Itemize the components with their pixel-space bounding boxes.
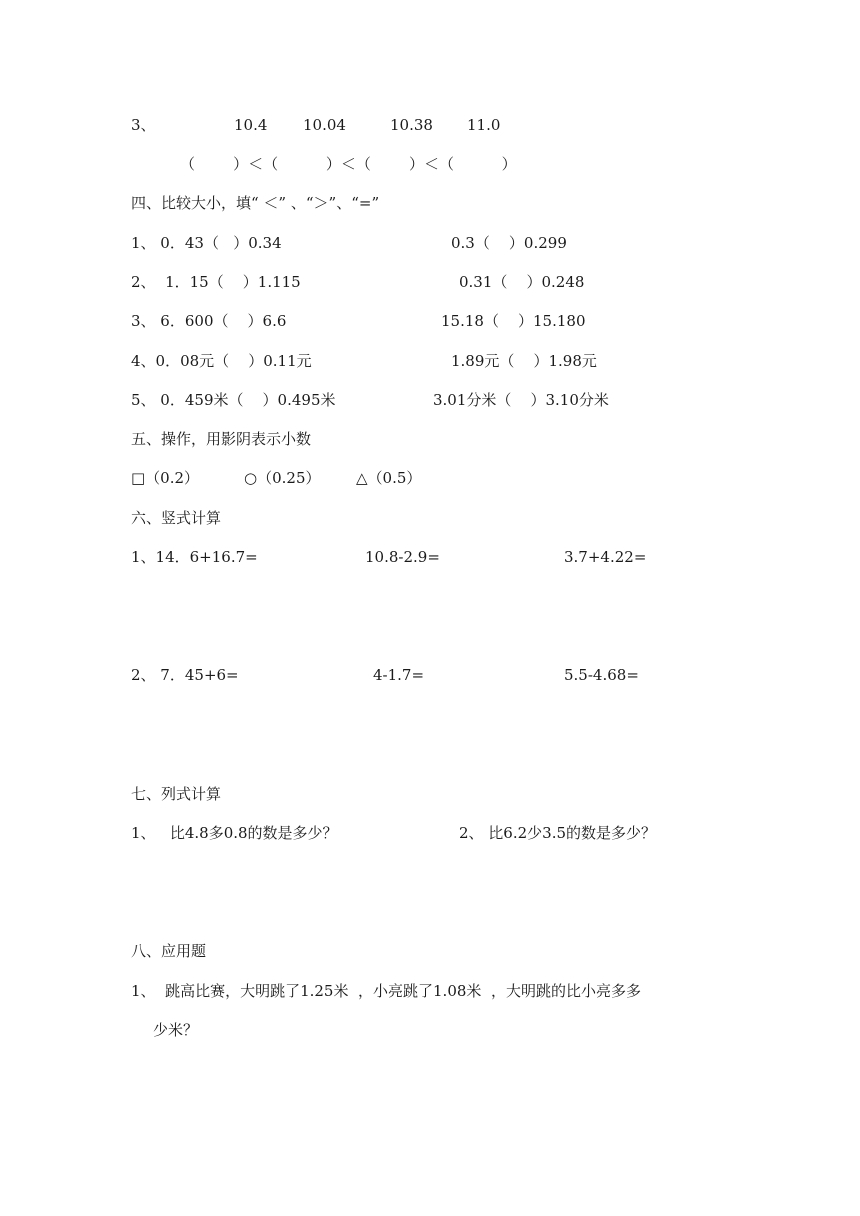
q3-label: 3、 [131,116,156,134]
compare-row1-right: 0.3（ ）0.299 [451,234,567,252]
q3-number-3: 10.38 [390,116,433,134]
word-problem-line1: 1、 跳高比赛，大明跳了1.25米 ，小亮跳了1.08米 ，大明跳的比小亮多多 [131,982,641,1000]
q3-number-1: 10.4 [234,116,268,134]
calc-1-a: 1、14．6+16.7= [131,548,258,566]
expression-q2: 2、 比6.2少3.5的数是多少？ [459,824,657,842]
shape-square-item: □（0.2） [131,469,200,487]
section5-title: 五、操作，用影阴表示小数 [131,430,312,448]
compare-row2-right: 0.31（ ）0.248 [459,273,585,291]
expression-q1: 1、 比4.8多0.8的数是多少？ [131,824,338,842]
compare-row5-right: 3.01分米（ ）3.10分米 [433,391,609,409]
calc-1-c: 3.7+4.22= [564,548,647,566]
compare-row3-right: 15.18（ ）15.180 [441,312,586,330]
compare-row4-left: 4、0．08元（ ）0.11元 [131,352,312,370]
compare-row2-left: 2、 1．15（ ）1.115 [131,273,301,291]
calc-1-b: 10.8-2.9= [365,548,440,566]
shape-triangle-item: △（0.5） [356,469,422,487]
q3-order-row: （ ）＜（ ）＜（ ）＜（ ） [180,155,517,173]
compare-row1-left: 1、 0．43（ ）0.34 [131,234,282,252]
calc-2-a: 2、 7．45+6= [131,666,239,684]
section4-title: 四、比较大小，填“ ＜” 、“＞”、“=” [131,194,380,212]
word-problem-line2: 少米？ [153,1021,199,1039]
section7-title: 七、列式计算 [131,785,222,803]
calc-2-b: 4-1.7= [373,666,425,684]
section6-title: 六、竖式计算 [131,509,222,527]
section8-title: 八、应用题 [131,942,207,960]
compare-row5-left: 5、 0．459米（ ）0.495米 [131,391,336,409]
compare-row4-right: 1.89元（ ）1.98元 [451,352,597,370]
compare-row3-left: 3、 6．600（ ）6.6 [131,312,287,330]
calc-2-c: 5.5-4.68= [564,666,639,684]
q3-number-2: 10.04 [303,116,346,134]
shape-circle-item: ○（0.25） [244,469,321,487]
q3-number-4: 11.0 [467,116,501,134]
